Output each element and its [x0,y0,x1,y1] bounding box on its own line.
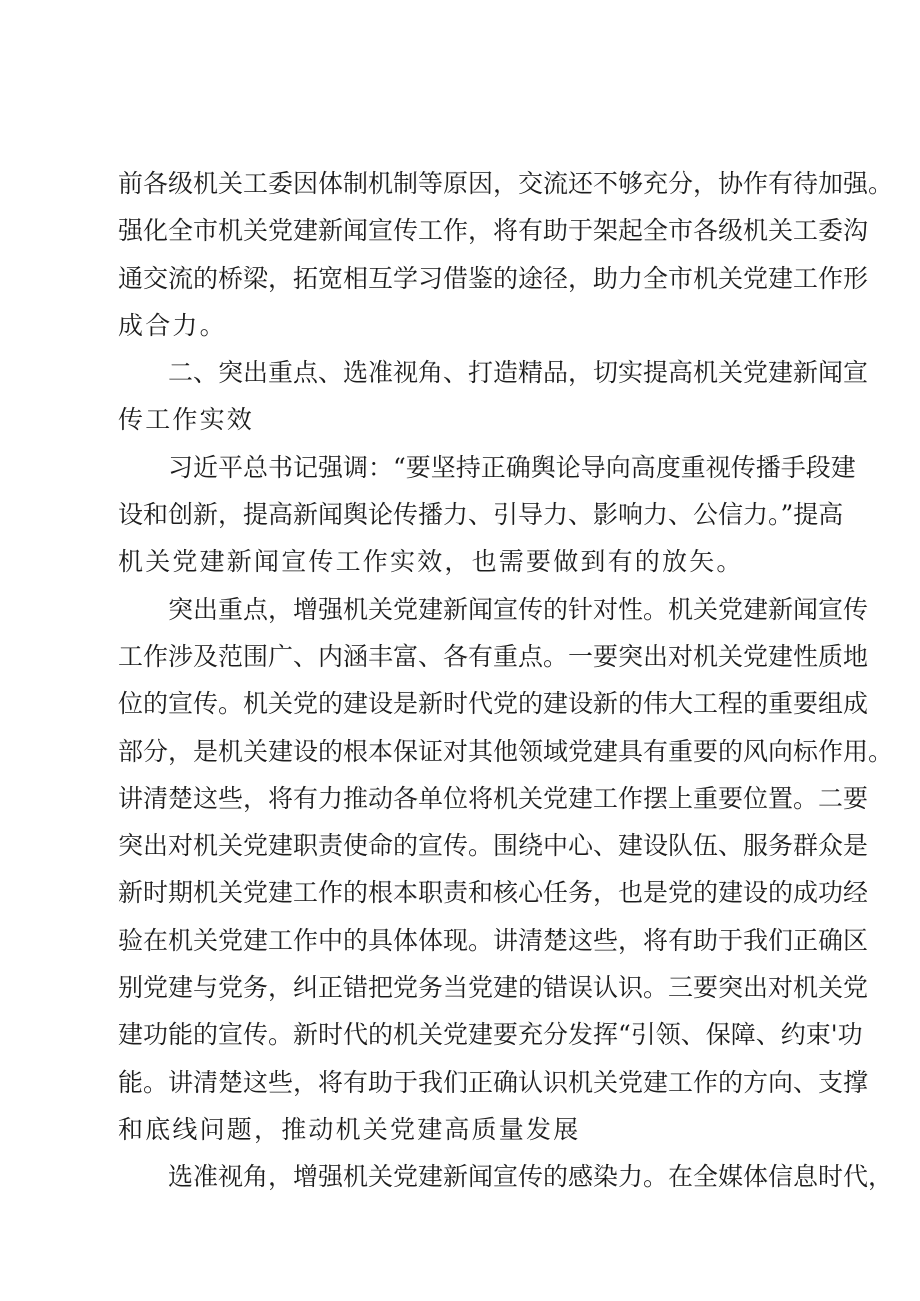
text-line: 验在机关党建工作中的具体体现。讲清楚这些，将有助于我们正确区 [118,925,869,955]
text-line: 通交流的桥梁，拓宽相互学习借鉴的途径，助力全市机关党建工作形 [118,263,869,293]
text-line: 突出对机关党建职责使命的宣传。围绕中心、建设队伍、服务群众是 [118,831,869,861]
text-line: 和底线问题，推动机关党建高质量发展 [118,1114,581,1144]
text-line: 机关党建新闻宣传工作实效，也需要做到有的放矢。 [118,547,744,577]
text-line: 习近平总书记强调：“要坚持正确舆论导向高度重视传播手段建 [168,452,856,482]
text-line: 能。讲清楚这些，将有助于我们正确认识机关党建工作的方向、支撑 [118,1067,869,1097]
text-line: 新时期机关党建工作的根本职责和核心任务，也是党的建设的成功经 [118,878,869,908]
text-line: 设和创新，提高新闻舆论传播力、引导力、影响力、公信力。”提高 [118,500,844,530]
text-line: 讲清楚这些，将有力推动各单位将机关党建工作摆上重要位置。二要 [118,783,869,813]
text-line: 建功能的宣传。新时代的机关党建要充分发挥“引领、保障、约束'功 [118,1020,863,1050]
text-line: 前各级机关工委因体制机制等原因，交流还不够充分，协作有待加强。 [118,169,894,198]
text-line: 突出重点，增强机关党建新闻宣传的针对性。机关党建新闻宣传 [168,594,869,624]
text-line: 工作涉及范围广、内涵丰富、各有重点。一要突出对机关党建性质地 [118,641,869,671]
section-heading-line: 传工作实效 [118,405,255,435]
text-line: 部分，是机关建设的根本保证对其他领域党建具有重要的风向标作用。 [118,736,894,766]
text-line: 选准视角，增强机关党建新闻宣传的感染力。在全媒体信息时代， [168,1162,894,1192]
text-line: 别党建与党务，纠正错把党务当党建的错误认识。三要突出对机关党 [118,973,869,1003]
section-heading-line: 二、突出重点、选准视角、打造精品，切实提高机关党建新闻宣 [168,358,869,388]
text-line: 成合力。 [118,310,227,340]
text-line: 强化全市机关党建新闻宣传工作，将有助于架起全市各级机关工委沟 [118,216,869,246]
document-body [118,160,894,1201]
text-line: 位的宣传。机关党的建设是新时代党的建设新的伟大工程的重要组成 [118,689,869,719]
